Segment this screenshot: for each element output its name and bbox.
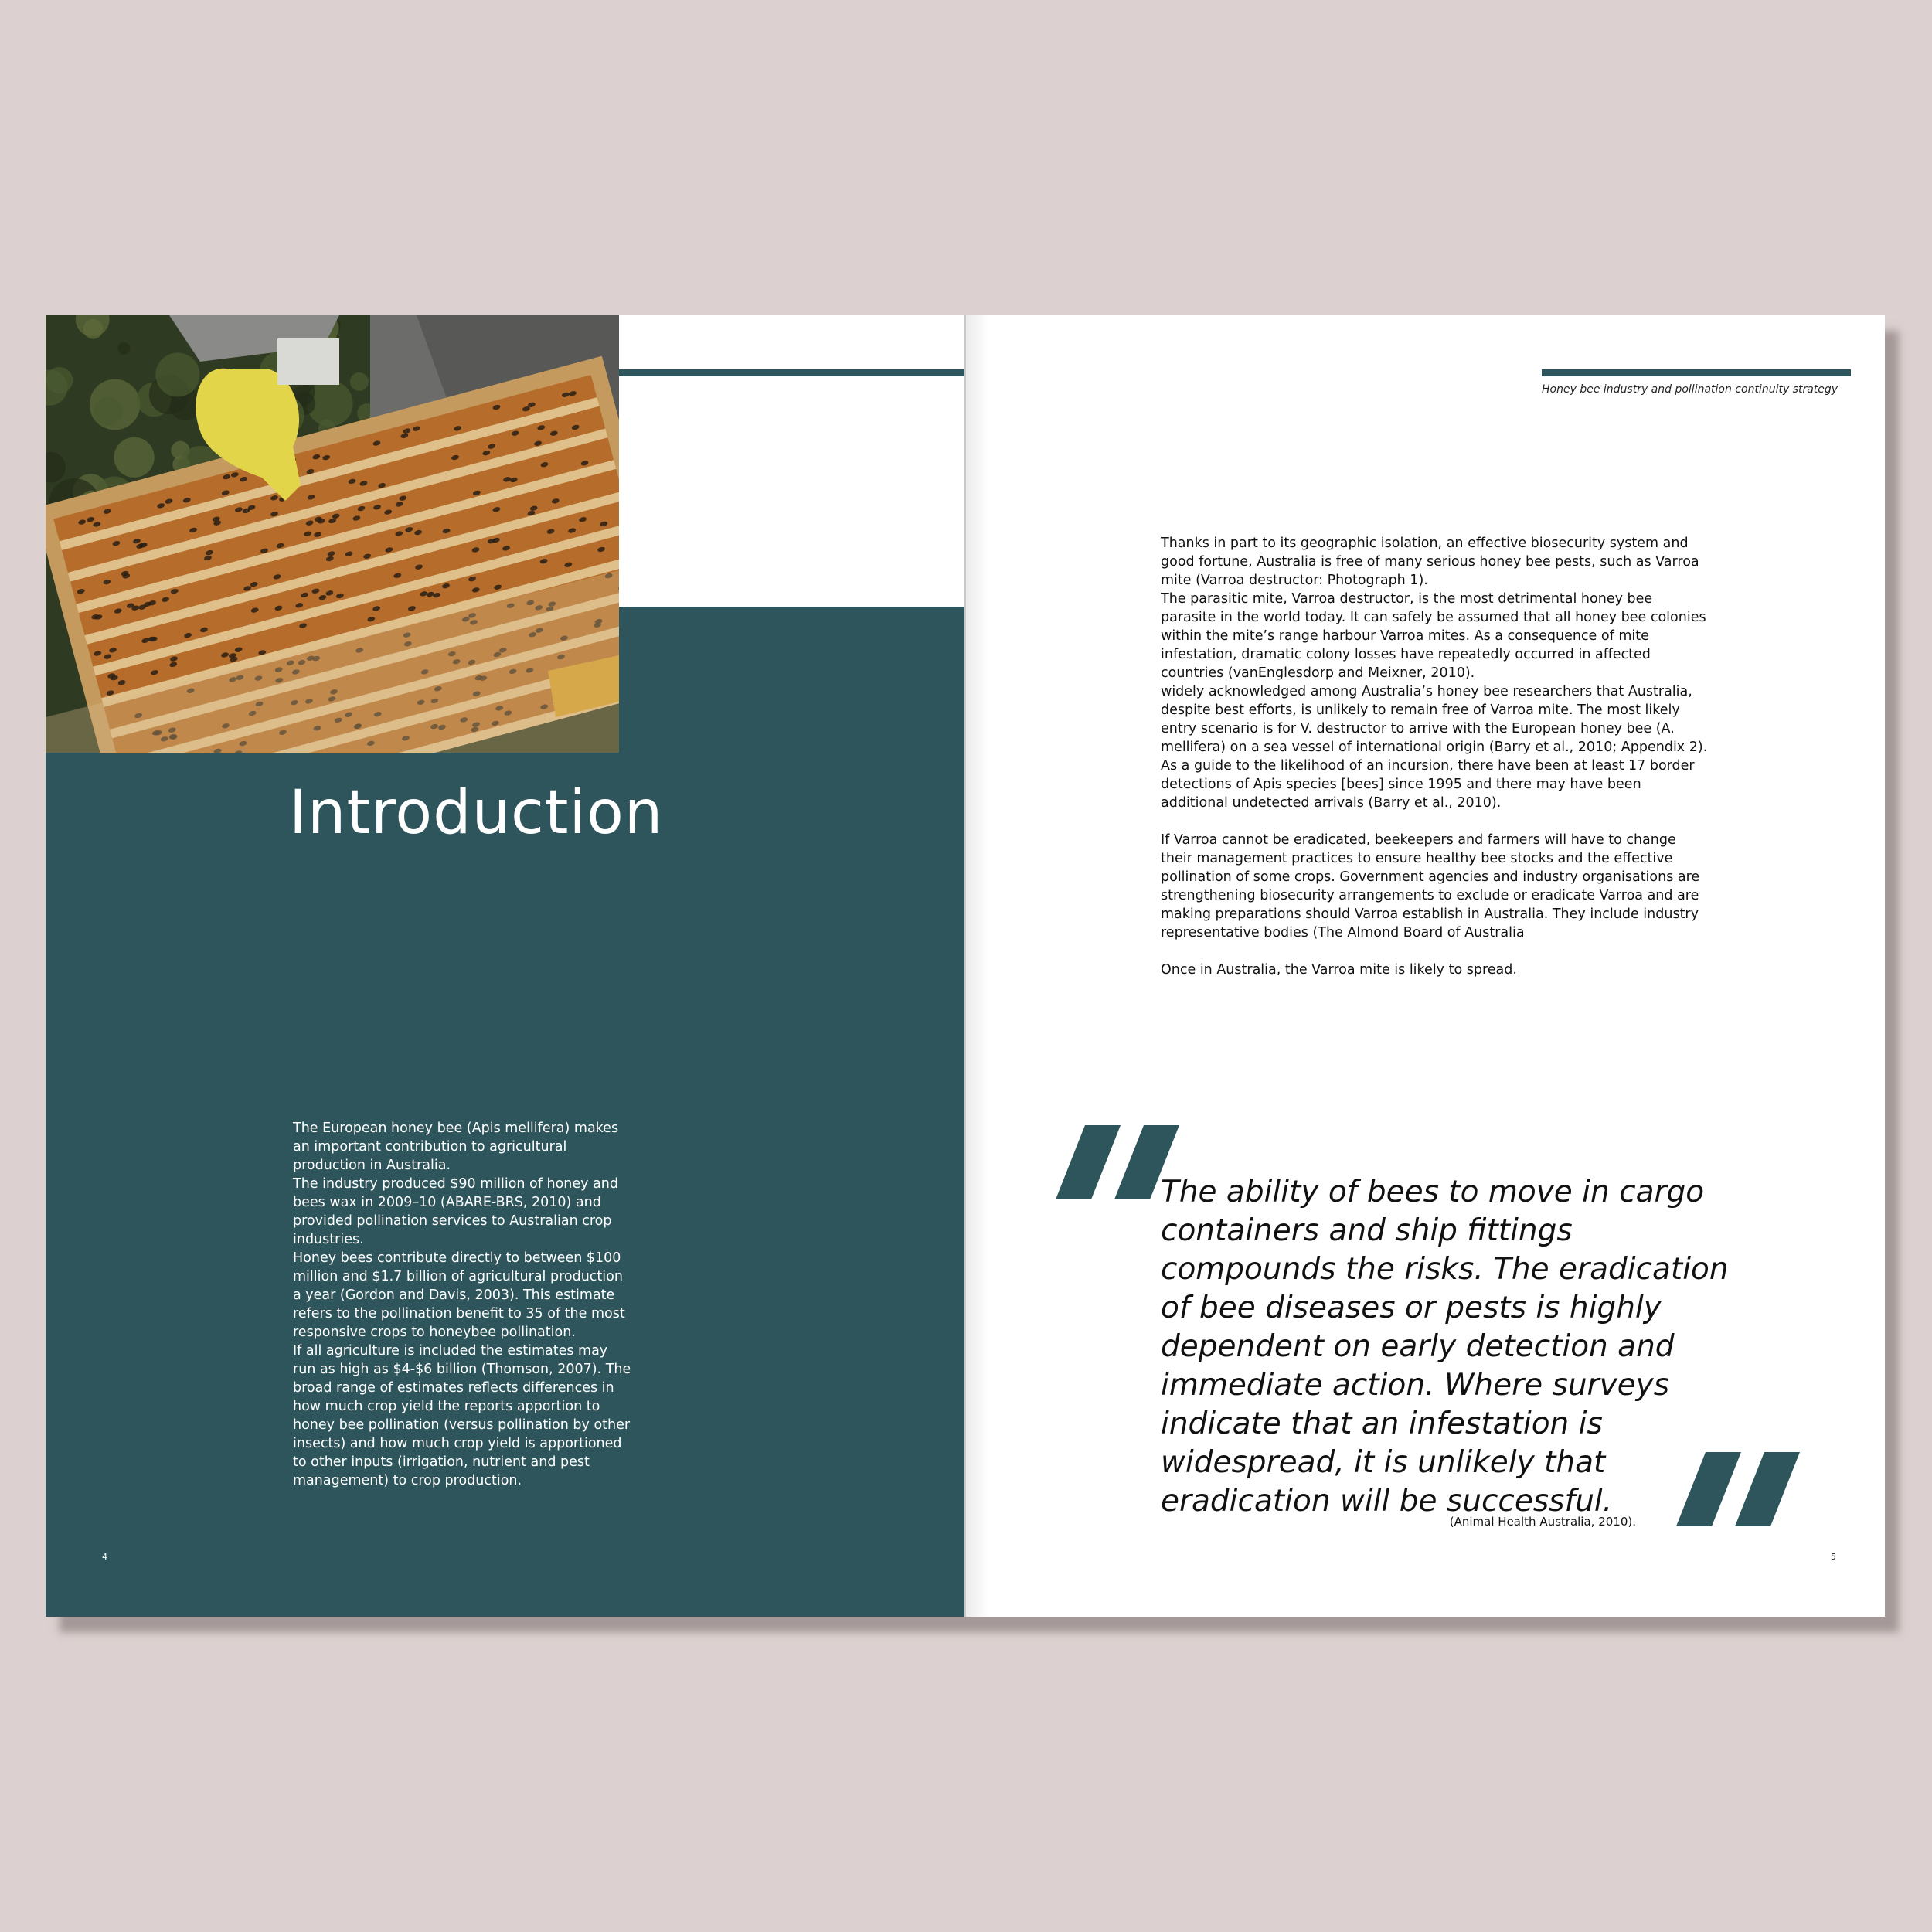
pull-quote: The ability of bees to move in cargo containers and ship fittings compounds the risks. The eradication of bee diseases or pests is highly dependent on early detection and immediate action. Where surveys indicate that an infestation is widespread, it is unlikely that eradication will be successful. xyxy=(1161,1175,1729,1519)
gutter-shadow xyxy=(966,315,989,1617)
right-page xyxy=(966,315,1885,1617)
right-paragraph: Once in Australia, the Varroa mite is likely to spread. xyxy=(1161,962,1517,978)
right-paragraph: If Varroa cannot be eradicated, beekeepers and farmers will have to change their management practices to ensure healthy bee stocks and the effective pollination of some crops. Government agencies and industry organisations are strengthening biosecurity arrangements to exclude or eradicate Varroa and are making preparations should Varroa establish in Australia. They include industry representative bodies (The Almond Board of Australia xyxy=(1161,832,1700,940)
page-number-right: 5 xyxy=(1831,1552,1836,1562)
close-quote-icon xyxy=(1676,1452,1801,1526)
book-spread xyxy=(46,315,1885,1617)
page-title: Introduction xyxy=(289,778,664,848)
running-header: Honey bee industry and pollination continuity strategy xyxy=(1542,383,1838,396)
quote-source: (Animal Health Australia, 2010). xyxy=(1449,1515,1636,1529)
left-paragraph: Honey bees contribute directly to between $100 million and $1.7 billion of agricultural production a year (Gordon and Davis, 2003). This estimate refers to the pollination benefit to 35 of the most responsive crops to honeybee pollination. xyxy=(293,1250,625,1340)
right-paragraph: widely acknowledged among Australia’s honey bee researchers that Australia, despite best efforts, is unlikely to remain free of Varroa mite. The most likely entry scenario is for V. destructor to arrive with the European honey bee (A. mellifera) on a sea vessel of international origin (Barry et al., 2010; Appendix 2). As a guide to the likelihood of an incursion, there have been at least 17 border detections of Apis species [bees] since 1995 and there may have been additional undetected arrivals (Barry et al., 2010). xyxy=(1161,684,1708,811)
top-rule-right xyxy=(1542,369,1851,376)
right-paragraph: Thanks in part to its geographic isolation, an effective biosecurity system and good fortune, Australia is free of many serious honey bee pests, such as Varroa mite (Varroa destructor: Photograph 1). xyxy=(1161,536,1699,588)
left-paragraph: If all agriculture is included the estimates may run as high as $4-$6 billion (Thomson, 2007). The broad range of estimates reflects differences in how much crop yield the reports apportion to honey bee pollination (versus pollination by other insects) and how much crop yield is apportioned to other inputs (irrigation, nutrient and pest management) to crop production. xyxy=(293,1343,631,1488)
left-body-text xyxy=(293,1119,633,1490)
left-paragraph: The industry produced $90 million of honey and bees wax in 2009–10 (ABARE-BRS, 2010) and provided pollination services to Australian crop industries. xyxy=(293,1176,618,1247)
beekeeper-frame-photo xyxy=(46,315,619,753)
right-body-text xyxy=(1161,534,1709,979)
top-rule-left xyxy=(618,369,964,376)
left-paragraph: The European honey bee (Apis mellifera) makes an important contribution to agricultural production in Australia. xyxy=(293,1121,619,1173)
paragraph-gap xyxy=(1161,942,1709,961)
left-page xyxy=(46,315,964,1617)
right-paragraph: The parasitic mite, Varroa destructor, is the most detrimental honey bee parasite in the world today. It can safely be assumed that all honey bee colonies within the mite’s range harbour Varroa mites. As a consequence of mite infestation, dramatic colony losses have repeatedly occurred in affected countries (vanEnglesdorp and Meixner, 2010). xyxy=(1161,591,1706,681)
paragraph-gap xyxy=(1161,812,1709,831)
page-number-left: 4 xyxy=(102,1552,107,1562)
